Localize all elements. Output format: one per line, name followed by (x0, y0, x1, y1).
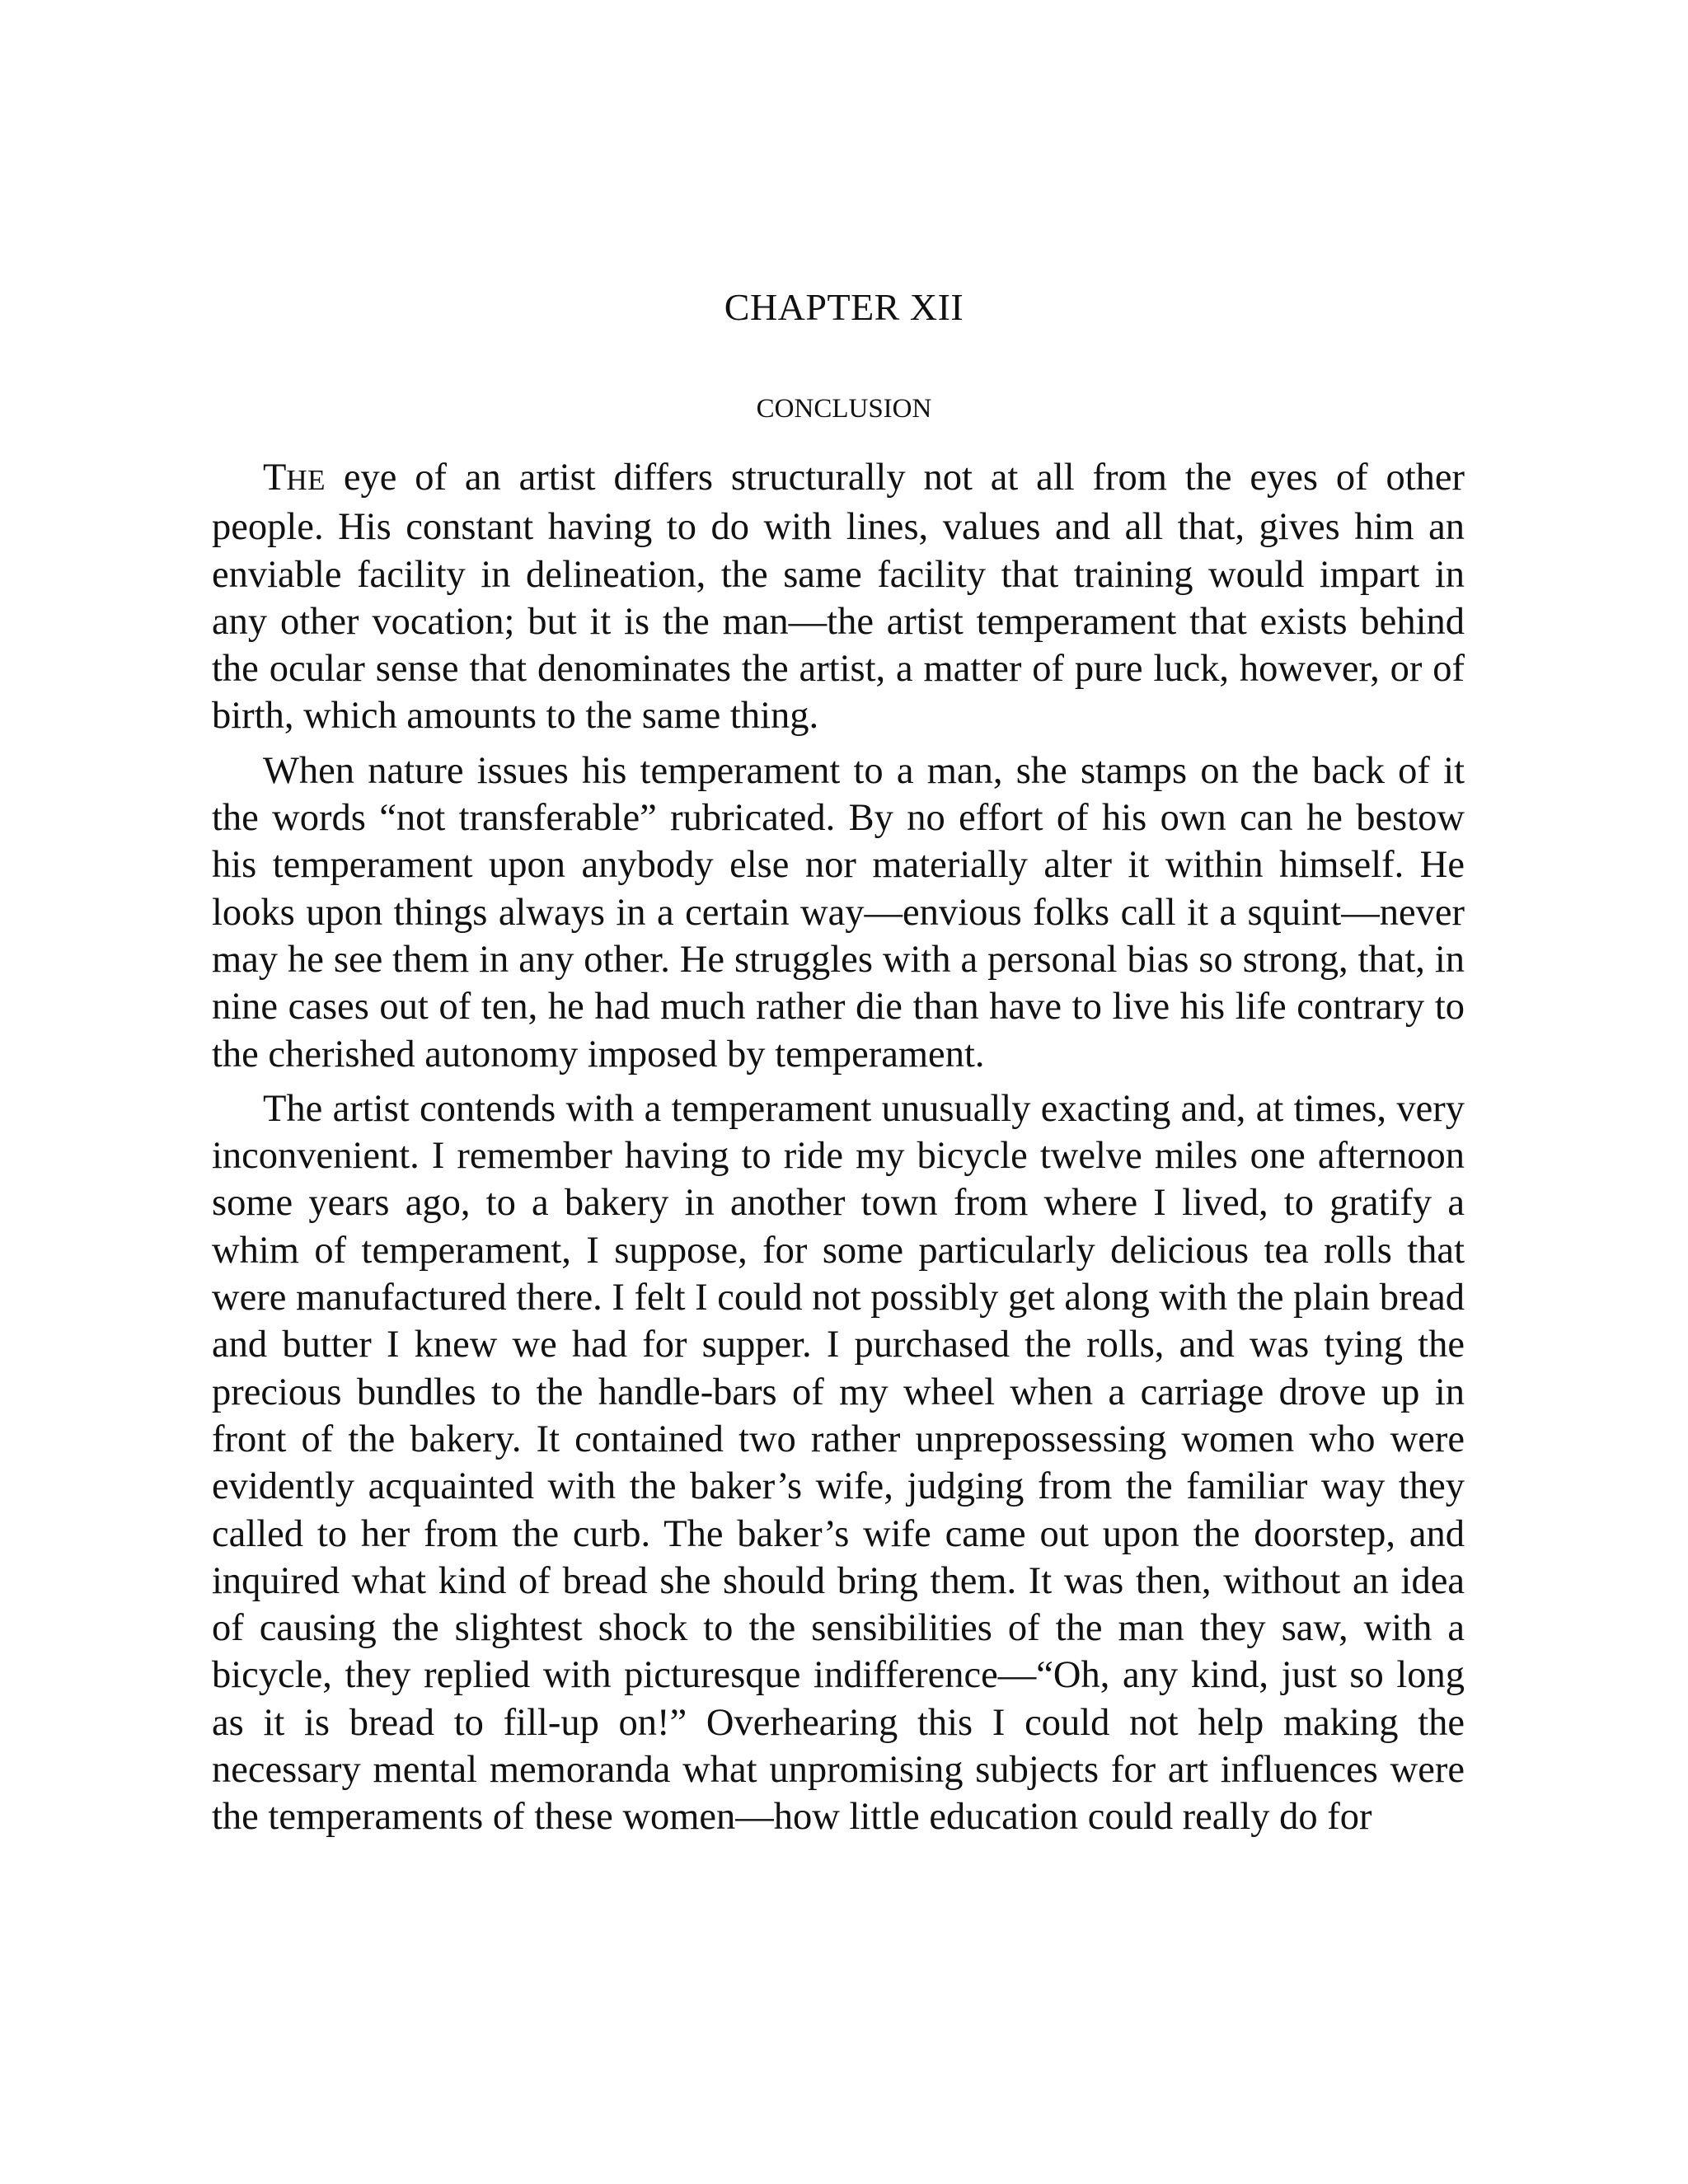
paragraph-2 (212, 748, 1465, 1078)
paragraph-text: eye of an artist differs structurally not at all from the eyes of other people. His constant having to do with lines, values and all that, gives him an enviable facility in delineation, the same facility that training would impart in any other vocation; but it is the man—the artist temperament that exists behind the ocular sense that denominates the artist, a matter of pure luck, however, or of birth, which amounts to the same thing. (212, 457, 1465, 738)
drop-letter: T (263, 457, 287, 499)
small-caps-lead: HE (286, 464, 326, 496)
chapter-title: CHAPTER XII (724, 286, 964, 328)
paragraph-1 (212, 454, 1465, 740)
paragraph-3 (212, 1085, 1465, 1841)
paragraph-text: When nature issues his temperament to a man, she stamps on the back of it the words “not transferable” rubricated. By no effort of his own can he bestow his temperament upon anybody else nor materially alter it within himself. He looks upon things always in a certain way—envious folks call it a squint—never may he see them in any other. He struggles with a personal bias so strong, that, in nine cases out of ten, he had much rather die than have to live his life contrary to the cherished autonomy imposed by temperament. (212, 749, 1465, 1076)
body-text (212, 454, 1465, 1841)
chapter-subtitle: CONCLUSION (756, 394, 932, 424)
paragraph-text: The artist contends with a temperament unusually exacting and, at times, very inconvenient. I remember having to ride my bicycle twelve miles one afternoon some years ago, to a bakery in another town from where I lived, to gratify a whim of temperament, I suppose, for some particularly delicious tea rolls that were manufactured there. I felt I could not possibly get along with the plain bread and butter I knew we had for supper. I purchased the rolls, and was tying the precious bundles to the handle-bars of my wheel when a carriage drove up in front of the bakery. It contained two rather unprepossessing women who were evidently acquainted with the baker’s wife, judging from the familiar way they called to her from the curb. The baker’s wife came out upon the doorstep, and inquired what kind of bread she should bring them. It was then, without an idea of causing the slightest shock to the sensibilities of the man they saw, with a bicycle, they replied with picturesque indifference—“Oh, any kind, just so long as it is bread to fill-up on!” Overhearing this I could not help making the necessary mental memoranda what unpromising subjects for art influences were the temperaments of these women—how little education could really do for (212, 1087, 1465, 1839)
